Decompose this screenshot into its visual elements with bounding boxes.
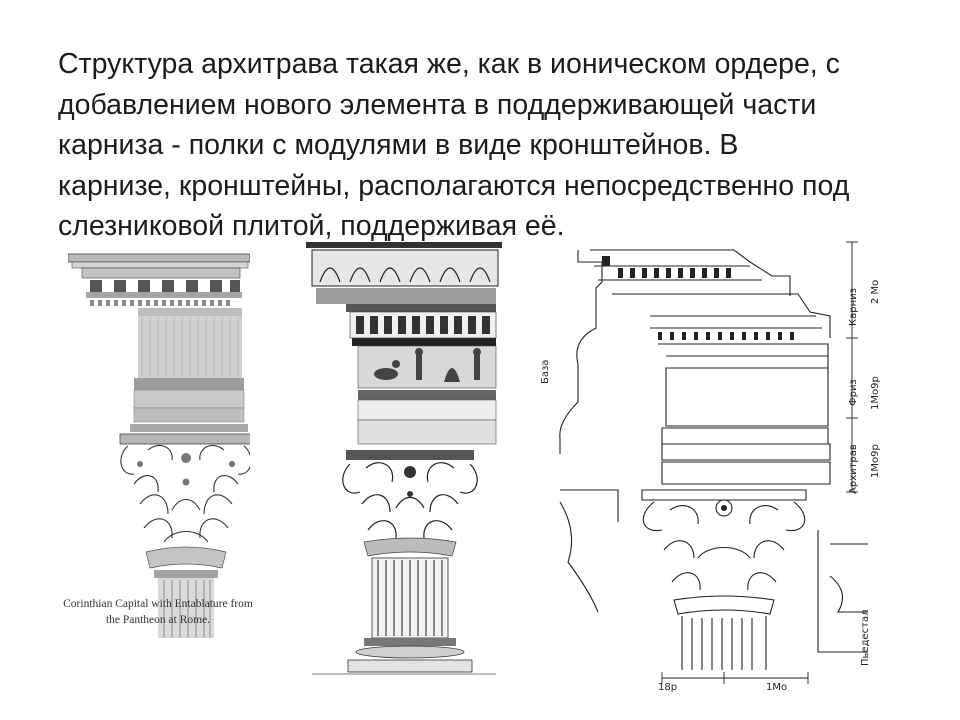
label-arkhitrav: Архитрав xyxy=(848,444,859,494)
paragraph-line: добавлением нового элемента в поддерживающей части xyxy=(58,88,817,121)
pantheon-capital-engraving xyxy=(68,252,250,642)
corinthian-column-drawing xyxy=(306,242,502,678)
caption-line: the Pantheon at Rome. xyxy=(105,614,211,626)
dim-2mo: 2 Мо xyxy=(870,279,881,304)
caption-line: Corinthian Capital with Entablature from xyxy=(63,598,253,610)
figure-order-measured-drawing xyxy=(538,232,868,690)
figure-corinthian-column xyxy=(306,242,502,678)
label-karniz: Карниз xyxy=(848,288,859,326)
label-friz: Фриз xyxy=(848,379,859,406)
dim-1mo9r-friz: 1Мо9р xyxy=(870,376,881,410)
paragraph-line: слезниковой плитой, поддерживая её. xyxy=(58,210,565,242)
paragraph-line: карниза - полки с модулями в виде кронштейнов. В xyxy=(58,129,739,161)
figure-pantheon-capital xyxy=(68,252,250,642)
dim-1mo9r-arkhitrav: 1Мо9р xyxy=(870,444,881,478)
paragraph-line: Структура архитрава такая же, как в ионическом ордере, с xyxy=(58,48,840,80)
dim-1mo: 1Мо xyxy=(766,682,788,693)
figure1-caption xyxy=(28,596,288,628)
label-baza: База xyxy=(540,359,551,384)
label-pedestal: Пьедестал xyxy=(860,609,871,666)
order-measured-drawing xyxy=(538,232,868,690)
dim-18r: 18р xyxy=(658,682,678,693)
slide-paragraph xyxy=(58,44,908,247)
paragraph-line: карнизе, кронштейны, располагаются непосредственно под xyxy=(58,169,850,202)
